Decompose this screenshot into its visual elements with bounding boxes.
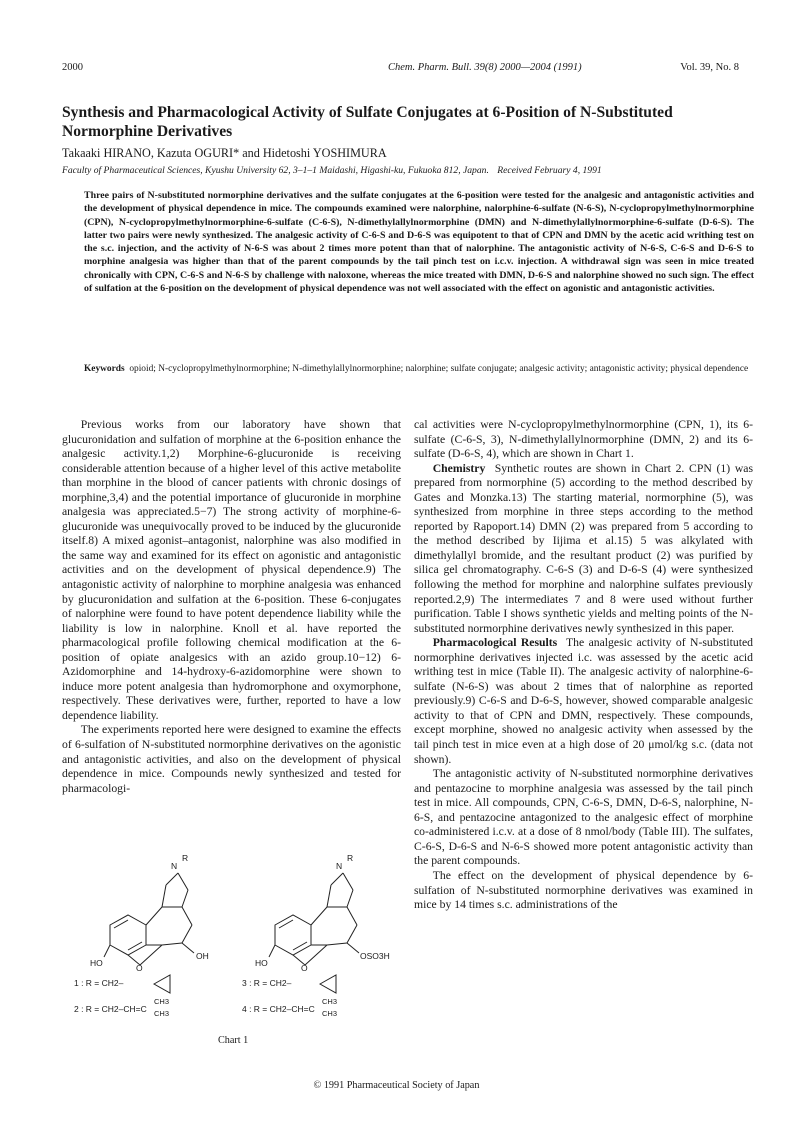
left-oh-label: OH bbox=[196, 951, 209, 961]
left-column bbox=[62, 418, 401, 796]
dependence-paragraph: The effect on the development of physical dependence by 6-sulfation of N-substituted normorphine derivatives was examined in mice by 14 times s.c. administrations of the bbox=[414, 868, 753, 912]
journal-citation: Chem. Pharm. Bull. 39(8) 2000—2004 (1991) bbox=[388, 62, 582, 73]
author-list: Takaaki HIRANO, Kazuta OGURI* and Hidetoshi YOSHIMURA bbox=[62, 146, 387, 160]
right-nitrogen-label: N bbox=[336, 861, 343, 871]
right-o-label: O bbox=[301, 963, 308, 973]
page-number: 2000 bbox=[62, 62, 83, 73]
keywords bbox=[84, 363, 752, 376]
continued-paragraph: cal activities were N-cyclopropylmethylnormorphine (CPN, 1), its 6-sulfate (C-6-S, 3), N-dimethylallylnormorphine (DMN, 2) and its 6-sulfate (D-6-S, 4), which are shown in Chart 1. bbox=[414, 418, 753, 461]
left-ho-label: HO bbox=[90, 958, 103, 968]
left-nitrogen-label: N bbox=[171, 861, 178, 871]
received-date: Received February 4, 1991 bbox=[497, 165, 602, 176]
title-line-2: Normorphine Derivatives bbox=[62, 123, 233, 140]
antagonism-paragraph: The antagonistic activity of N-substituted normorphine derivatives and pentazocine to morphine analgesia was assessed by the tail pinch test in mice. All compounds, CPN, C-6-S, DMN, D-6-S, nalorphine, N-6-S, and pentazocine antagonized to the analgesic effect of morphine co-administered i.c.v. at a dose of 8 nmol/body (Table III). The sulfates, C-6-S, D-6-S and N-6-S showed more potent antagonistic activity than the parent compounds. bbox=[414, 767, 753, 868]
chemistry-heading: Chemistry bbox=[432, 461, 486, 475]
keywords-label: Keywords bbox=[84, 364, 125, 374]
chemistry-text: Synthetic routes are shown in Chart 2. CPN (1) was prepared from normorphine (5) according to the method described by Gates and Monzka.13) The starting material, normorphine (5), was synthesized from morphine in three steps according to the method reported by Rapoport.14) DMN (2) was prepared from 5 according to the method described by Iijima et al.15) 5 was alkylated with dimethylallyl bromide, and the resultant product (2) was purified by silica gel chromatography. C-6-S (3) and D-6-S (4) were synthesized following the method for morphine and nalorphine sulfates previously reported.2,9) The intermediates 7 and 8 were used without further purification. Table I shows synthetic yields and melting points of the N-substituted normorphine derivatives newly synthesized in this paper. bbox=[414, 461, 754, 635]
compound-4-label: 4 : R = CH2–CH=C bbox=[242, 1004, 315, 1014]
structure-right bbox=[269, 873, 359, 965]
intro-paragraph-2: The experiments reported here were designed to examine the effects of 6-sulfation of N-substituted normorphine derivatives on the agonistic and antagonistic activities, and also on the development of physical dependence in mice. Compounds newly synthesized and tested for pharmacologi- bbox=[62, 723, 401, 795]
compound-4-ch3-bottom: CH3 bbox=[322, 1009, 338, 1018]
compound-3-label: 3 : R = CH2– bbox=[242, 978, 292, 988]
left-o-label: O bbox=[136, 963, 143, 973]
compound-2-ch3-top: CH3 bbox=[154, 997, 170, 1006]
right-r-label: R bbox=[347, 853, 354, 863]
pharmacology-heading: Pharmacological Results bbox=[432, 636, 558, 650]
keywords-text: opioid; N-cyclopropylmethylnormorphine; N-dimethylallylnormorphine; nalorphine; sulfate conjugate; analgesic activity; antagonistic activity; physical dependence bbox=[129, 364, 749, 374]
affiliation-text: Faculty of Pharmaceutical Sciences, Kyushu University 62, 3–1–1 Maidashi, Higashi-ku, Fukuoka 812, Japan. bbox=[62, 165, 489, 176]
pharmacology-text: The analgesic activity of N-substituted normorphine derivatives injected i.c. was assessed by the acetic acid writhing test in mice (Table II). The analgesic activity of nalorphine-6-sulfate (N-6-S) was about 2 times that of nalorphine as reported previously.9) C-6-S and D-6-S, however, showed comparable analgesic activity to that of CPN and DMN, respectively. These compounds, except morphine, showed no analgesic activity when assessed by the tail pinch test in mice even at a high dose of 20 μmol/kg s.c. (data not shown). bbox=[414, 636, 754, 766]
affiliation bbox=[62, 165, 752, 176]
structure-left bbox=[104, 873, 194, 965]
article-title bbox=[62, 103, 752, 141]
right-column bbox=[414, 418, 753, 913]
pharmacology-paragraph bbox=[414, 636, 753, 767]
title-line-1: Synthesis and Pharmacological Activity of Sulfate Conjugates at 6-Position of N-Substituted bbox=[62, 104, 673, 121]
chart-1-structures bbox=[70, 845, 400, 1045]
chart-1-caption: Chart 1 bbox=[218, 1035, 249, 1046]
right-ho-label: HO bbox=[255, 958, 268, 968]
right-oso3h-label: OSO3H bbox=[360, 951, 390, 961]
volume-info: Vol. 39, No. 8 bbox=[680, 62, 739, 73]
intro-paragraph-1: Previous works from our laboratory have shown that glucuronidation and sulfation of morphine at the 6-position enhance the analgesic activity.1,2) Morphine-6-glucuronide is receiving considerable attention because of a higher level of this active metabolite than morphine in the blood of cancer patients with chronic dosings of morphine,3,4) and the potential importance of glucuronide in morphine analgesia was appreciated.5−7) The strong activity of morphine-6-glucuronide was unequivocally proved to be induced by the glucuronide itself.8) A mixed agonist–antagonist, nalorphine was also modified in the same way and examined for its effect on agonistic and antagonistic activities and on the development of physical dependence.9) The antagonistic activity of nalorphine to morphine analgesia was enhanced by glucuronidation and sulfation at the 6-position. These 6-conjugates of nalorphine were found to have potent dependence liability while the liability is low in nalorphine. Knoll et al. have reported the pharmacological profile following chemical modification at the 6-position of opiate analgesics with an azido group.10−12) 6-Azidomorphine and 14-hydroxy-6-azidomorphine were shown to induce more potent analgesia than hydromorphone and oxymorphone, respectively. These derivatives were, further, reported to have a low dependence liability. bbox=[62, 418, 401, 722]
chemistry-paragraph bbox=[414, 462, 753, 637]
compound-2-ch3-bottom: CH3 bbox=[154, 1009, 170, 1018]
copyright-footer: © 1991 Pharmaceutical Society of Japan bbox=[313, 1080, 480, 1091]
abstract: Three pairs of N-substituted normorphine derivatives and the sulfate conjugates at the 6-position were tested for the analgesic and antagonistic activities and the development of physical dependence in mice. The compounds examined were nalorphine, nalorphine-6-sulfate (N-6-S), N-cyclopropylmethylnormorphine (CPN), N-cyclopropylmethylnormorphine-6-sulfate (C-6-S), N-dimethylallylnormorphine (DMN) and N-dimethylallylnormorphine-6-sulfate (D-6-S). The latter two pairs were newly synthesized. The analgesic activity of C-6-S and D-6-S was equipotent to that of CPN and DMN by the acetic acid writhing test on the s.c. injection, and the activity of N-6-S was about 2 times more potent than that of nalorphine. The antagonistic activity of N-6-S, C-6-S and D-6-S to morphine analgesia was higher than that of the parent compounds by the tail pinch test on i.c.v. injection. A withdrawal sign was seen in mice treated chronically with CPN, C-6-S and N-6-S by challenge with naloxone, whereas the mice treated with DMN, D-6-S and nalorphine showed no such sign. The effect of sulfation at the 6-position on the development of physical dependence was not well associated with the effect on agonistic and antagonistic activities. bbox=[84, 190, 754, 294]
compound-2-label: 2 : R = CH2–CH=C bbox=[74, 1004, 147, 1014]
compound-1-label: 1 : R = CH2– bbox=[74, 978, 124, 988]
compound-4-ch3-top: CH3 bbox=[322, 997, 338, 1006]
left-r-label: R bbox=[182, 853, 189, 863]
